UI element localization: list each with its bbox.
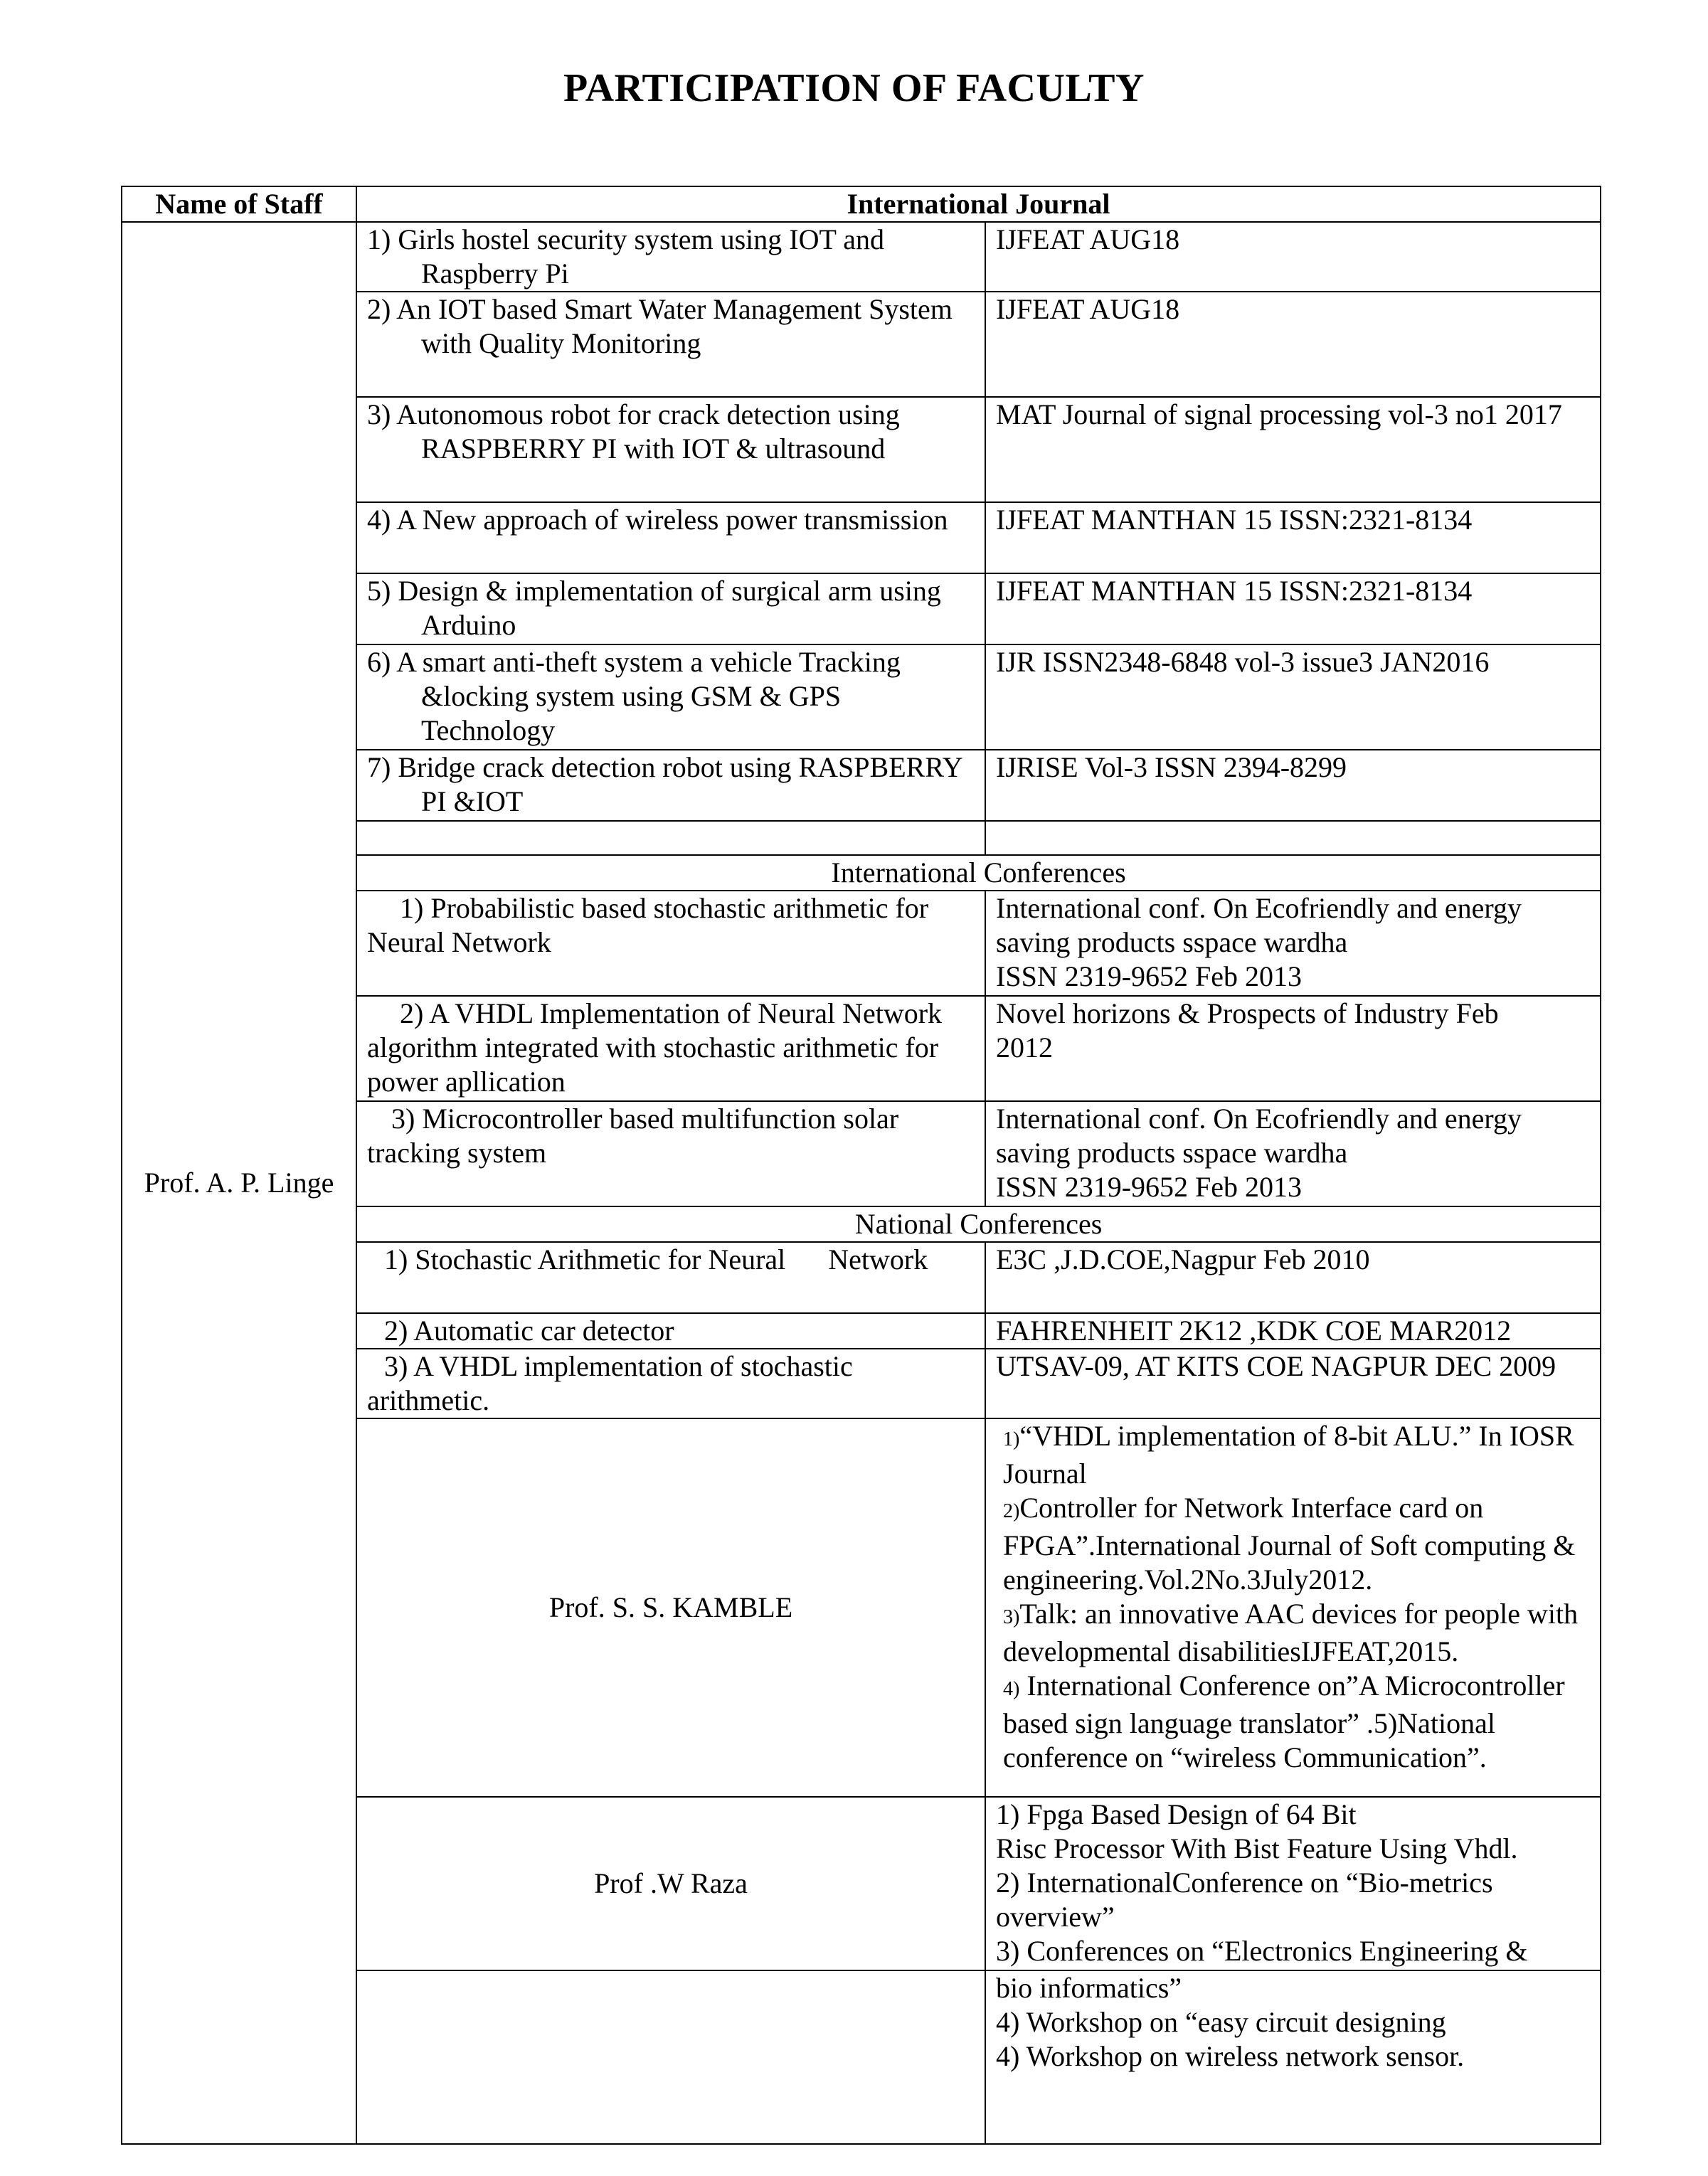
empty-cell <box>356 821 985 855</box>
list-item: 3)Talk: an innovative AAC devices for people with developmental disabilitiesIJFEAT,2015. <box>1003 1598 1579 1667</box>
page-title: PARTICIPATION OF FACULTY <box>563 66 1145 110</box>
journal-venue: IJRISE Vol-3 ISSN 2394-8299 <box>985 750 1601 821</box>
journal-title: 7) Bridge crack detection robot using RASPBERRY PI &IOT <box>356 750 985 821</box>
journal-venue: MAT Journal of signal processing vol-3 no1 2017 <box>985 397 1601 502</box>
empty-cell <box>985 821 1601 855</box>
conference-title: 1) Probabilistic based stochastic arithmetic for Neural Network <box>356 891 985 996</box>
header-international-journal: International Journal <box>356 186 1601 222</box>
list-item: 4) International Conference on”A Microcontroller based sign language translator” .5)National conference on “wireless Communication”. <box>1003 1670 1565 1773</box>
conference-venue: UTSAV-09, AT KITS COE NAGPUR DEC 2009 <box>985 1349 1601 1418</box>
journal-title: 1) Girls hostel security system using IOT and Raspberry Pi <box>356 222 985 292</box>
raza-publications: 1) Fpga Based Design of 64 Bit Risc Processor With Bist Feature Using Vhdl. 2) InternationalConference on “Bio-metrics overview” 3) Conferences on “Electronics Engineering & <box>985 1797 1601 1970</box>
workshop-list: bio informatics” 4) Workshop on “easy circuit designing 4) Workshop on wireless network sensor. <box>985 1970 1601 2144</box>
kamble-publications <box>985 1418 1601 1797</box>
faculty-table <box>121 186 1601 2145</box>
table-header-row <box>122 186 1601 222</box>
conference-title: 2) A VHDL Implementation of Neural Network algorithm integrated with stochastic arithmetic for power apllication <box>356 996 985 1101</box>
staff-name-kamble: Prof. S. S. KAMBLE <box>356 1418 985 1797</box>
journal-title: 2) An IOT based Smart Water Management System with Quality Monitoring <box>356 292 985 397</box>
section-heading-international-conferences: International Conferences <box>356 855 1601 891</box>
conference-title: 3) A VHDL implementation of stochastic arithmetic. <box>356 1349 985 1418</box>
journal-title: 4) A New approach of wireless power transmission <box>356 502 985 573</box>
staff-name-raza: Prof .W Raza <box>356 1797 985 1970</box>
conference-title: 2) Automatic car detector <box>356 1313 985 1349</box>
conference-venue: E3C ,J.D.COE,Nagpur Feb 2010 <box>985 1242 1601 1313</box>
conference-venue: International conf. On Ecofriendly and energy saving products sspace wardha ISSN 2319-9652 Feb 2013 <box>985 891 1601 996</box>
journal-title: 3) Autonomous robot for crack detection using RASPBERRY PI with IOT & ultrasound <box>356 397 985 502</box>
conference-title: 3) Microcontroller based multifunction solar tracking system <box>356 1101 985 1206</box>
journal-venue: IJFEAT AUG18 <box>985 292 1601 397</box>
list-item: 2)Controller for Network Interface card on FPGA”.International Journal of Soft computing & engineering.Vol.2No.3July2012. <box>1003 1492 1576 1596</box>
empty-cell <box>356 1970 985 2144</box>
conference-venue: International conf. On Ecofriendly and energy saving products sspace wardha ISSN 2319-9652 Feb 2013 <box>985 1101 1601 1206</box>
journal-venue: IJR ISSN2348-6848 vol-3 issue3 JAN2016 <box>985 644 1601 750</box>
header-name-of-staff: Name of Staff <box>122 186 356 222</box>
conference-venue: FAHRENHEIT 2K12 ,KDK COE MAR2012 <box>985 1313 1601 1349</box>
section-heading-national-conferences: National Conferences <box>356 1206 1601 1242</box>
journal-venue: IJFEAT MANTHAN 15 ISSN:2321-8134 <box>985 573 1601 644</box>
conference-venue: Novel horizons & Prospects of Industry Feb 2012 <box>985 996 1601 1101</box>
journal-venue: IJFEAT MANTHAN 15 ISSN:2321-8134 <box>985 502 1601 573</box>
journal-venue: IJFEAT AUG18 <box>985 222 1601 292</box>
list-item: 1)“VHDL implementation of 8-bit ALU.” In IOSR Journal <box>1003 1420 1574 1490</box>
journal-title: 5) Design & implementation of surgical arm using Arduino <box>356 573 985 644</box>
journal-title: 6) A smart anti-theft system a vehicle Tracking &locking system using GSM & GPS Technology <box>356 644 985 750</box>
table-row <box>122 222 1601 292</box>
staff-name-linge: Prof. A. P. Linge <box>122 222 356 2144</box>
conference-title: 1) Stochastic Arithmetic for Neural Network <box>356 1242 985 1313</box>
